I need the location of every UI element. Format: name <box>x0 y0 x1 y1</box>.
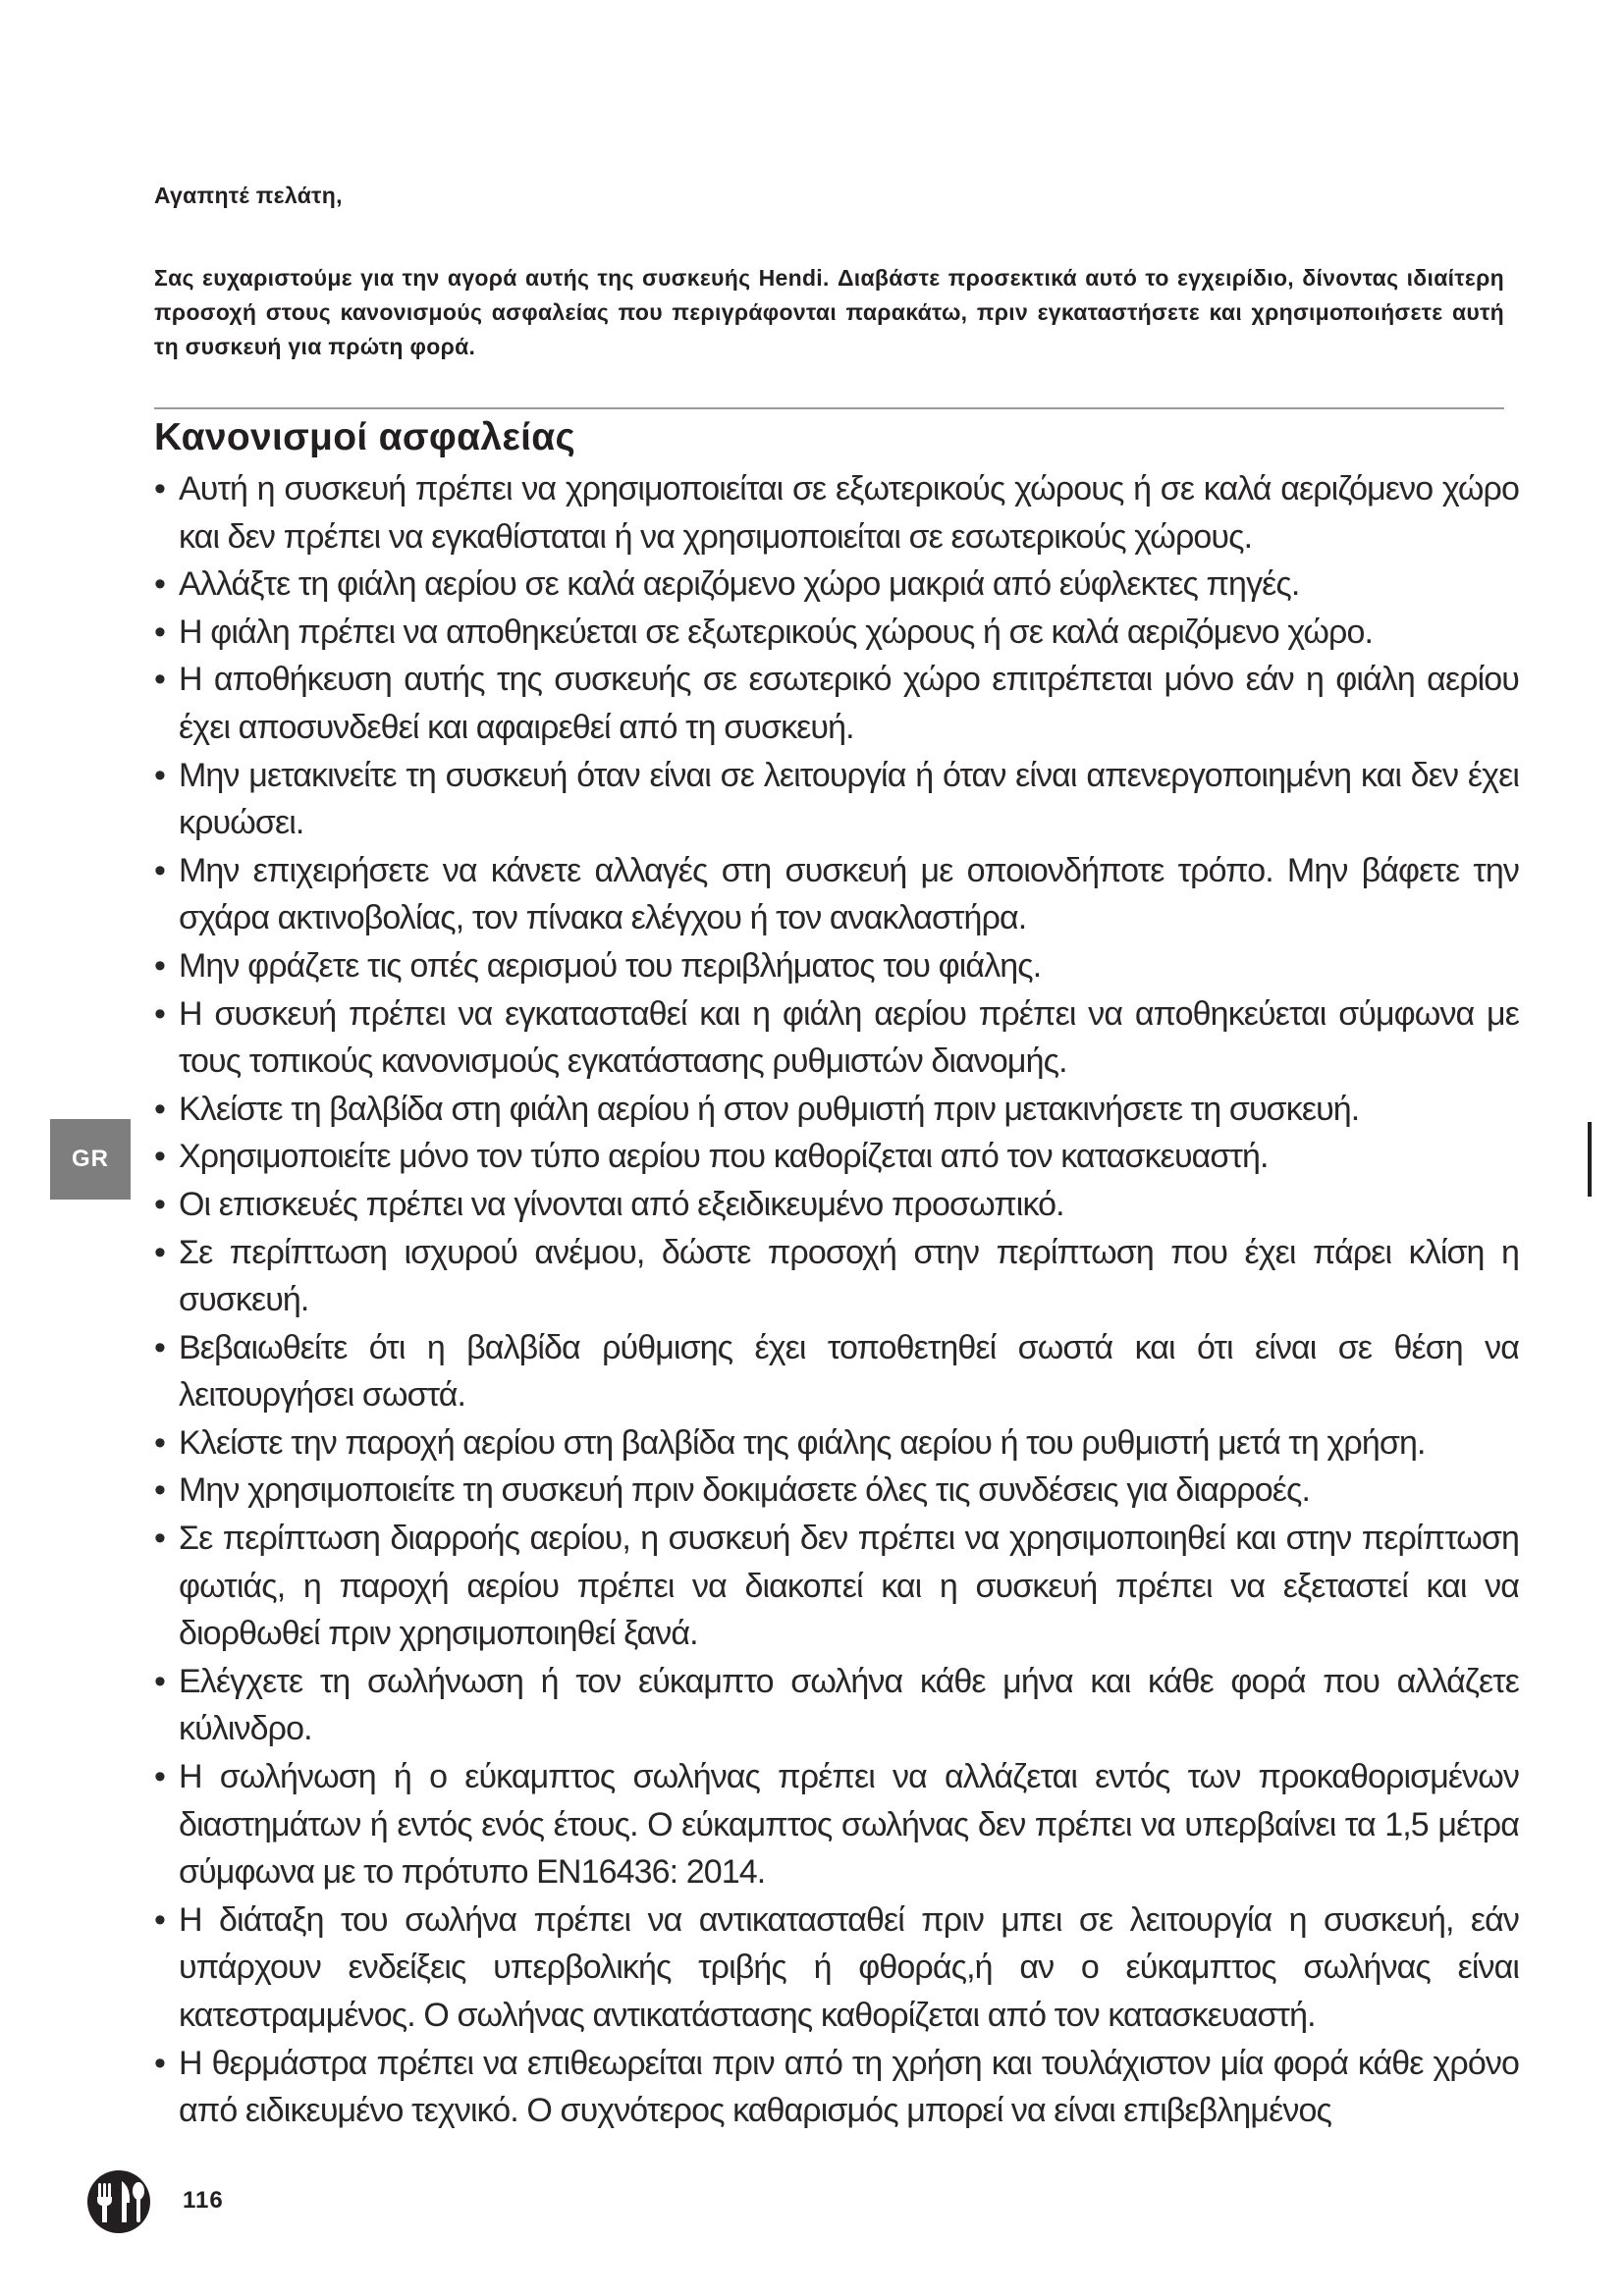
list-item <box>154 2040 1519 2135</box>
rule-text: Η διάταξη του σωλήνα πρέπει να αντικατασταθεί πριν μπει σε λειτουργία η συσκευή, εάν υπάρχουν ενδείξεις υπερβολικής τριβής ή φθοράς,ή αν ο εύκαμπτος σωλήνας είναι κατεστραμμένος. Ο σωλήνας αντικατάστασης καθορίζεται από τον κατασκευαστή. <box>179 1900 1519 2034</box>
list-item <box>154 1419 1519 1468</box>
list-item <box>154 561 1519 609</box>
bullet-icon: • <box>154 851 166 889</box>
section-heading: Κανονισμοί ασφαλείας <box>154 416 576 458</box>
bullet-icon: • <box>154 1233 166 1271</box>
list-item <box>154 847 1519 942</box>
list-item <box>154 1133 1519 1181</box>
rule-text: Μην φράζετε τις οπές αερισμού του περιβλήματος του φιάλης. <box>179 946 1042 985</box>
language-tab: GR <box>50 1119 131 1200</box>
rule-text: Αυτή η συσκευή πρέπει να χρησιμοποιείται σε εξωτερικούς χώρους ή σε καλά αεριζόμενο χώρο και δεν πρέπει να εγκαθίσταται ή να χρησιμοποιείται σε εσωτερικούς χώρους. <box>179 470 1519 556</box>
list-item <box>154 1181 1519 1229</box>
bullet-icon: • <box>154 1185 166 1223</box>
rule-text: Η θερμάστρα πρέπει να επιθεωρείται πριν από τη χρήση και τουλάχιστον μία φορά κάθε χρόνο από ειδικευμένο τεχνικό. Ο συχνότερος καθαρισμός μπορεί να είναι επιβεβλημένος <box>179 2044 1519 2130</box>
rule-text: Κλείστε την παροχή αερίου στη βαλβίδα της φιάλης αερίου ή του ρυθμιστή μετά τη χρήση. <box>179 1423 1426 1462</box>
rule-text: Αλλάξτε τη φιάλη αερίου σε καλά αεριζόμενο χώρο μακριά από εύφλεκτες πηγές. <box>179 565 1300 604</box>
list-item <box>154 990 1519 1086</box>
rule-text: Σε περίπτωση διαρροής αερίου, η συσκευή δεν πρέπει να χρησιμοποιηθεί και στην περίπτωση φωτιάς, η παροχή αερίου πρέπει να διακοπεί και η συσκευή πρέπει να εξεταστεί και να διορθωθεί πριν χρησιμοποιηθεί ξανά. <box>179 1520 1519 1653</box>
rule-text: Η συσκευή πρέπει να εγκατασταθεί και η φιάλη αερίου πρέπει να αποθηκεύεται σύμφωνα με τους τοπικούς κανονισμούς εγκατάστασης ρυθμιστών διανομής. <box>179 994 1519 1081</box>
bullet-icon: • <box>154 946 166 985</box>
list-item <box>154 609 1519 657</box>
bullet-icon: • <box>154 2044 166 2082</box>
rule-text: Χρησιμοποιείτε μόνο τον τύπο αερίου που καθορίζεται από τον κατασκευαστή. <box>179 1138 1269 1176</box>
list-item <box>154 656 1519 751</box>
bullet-icon: • <box>154 1900 166 1939</box>
rule-text: Οι επισκευές πρέπει να γίνονται από εξειδικευμένο προσωπικό. <box>179 1185 1064 1223</box>
bullet-icon: • <box>154 1090 166 1128</box>
rule-text: Μην μετακινείτε τη συσκευή όταν είναι σε λειτουργία ή όταν είναι απενεργοποιημένη και δεν έχει κρυώσει. <box>179 756 1519 842</box>
bullet-icon: • <box>154 613 166 651</box>
list-item <box>154 942 1519 990</box>
bullet-icon: • <box>154 661 166 699</box>
bullet-icon: • <box>154 1471 166 1510</box>
bullet-icon: • <box>154 1138 166 1176</box>
list-item <box>154 1515 1519 1658</box>
list-item <box>154 752 1519 847</box>
rule-text: Βεβαιωθείτε ότι η βαλβίδα ρύθμισης έχει τοποθετηθεί σωστά και ότι είναι σε θέση να λειτουργήσει σωστά. <box>179 1328 1519 1415</box>
cutlery-logo-icon <box>86 2169 151 2234</box>
list-item <box>154 1324 1519 1419</box>
list-item <box>154 1896 1519 2040</box>
greeting: Αγαπητέ πελάτη, <box>154 183 343 208</box>
bullet-icon: • <box>154 1328 166 1366</box>
rule-text: Σε περίπτωση ισχυρού ανέμου, δώστε προσοχή στην περίπτωση που έχει πάρει κλίση η συσκευή. <box>179 1233 1519 1319</box>
list-item <box>154 1753 1519 1896</box>
bullet-icon: • <box>154 756 166 794</box>
bullet-icon: • <box>154 1662 166 1700</box>
rule-text: Η φιάλη πρέπει να αποθηκεύεται σε εξωτερικούς χώρους ή σε καλά αεριζόμενο χώρο. <box>179 613 1374 651</box>
list-item <box>154 1229 1519 1324</box>
rule-text: Κλείστε τη βαλβίδα στη φιάλη αερίου ή στον ρυθμιστή πριν μετακινήσετε τη συσκευή. <box>179 1090 1360 1128</box>
bullet-icon: • <box>154 1758 166 1796</box>
page-number: 116 <box>183 2187 224 2214</box>
bullet-icon: • <box>154 994 166 1033</box>
bullet-icon: • <box>154 1423 166 1462</box>
safety-rules-list <box>154 465 1519 2135</box>
rule-text: Η αποθήκευση αυτής της συσκευής σε εσωτερικό χώρο επιτρέπεται μόνο εάν η φιάλη αερίου έχει αποσυνδεθεί και αφαιρεθεί από τη συσκευή. <box>179 661 1519 746</box>
divider <box>154 407 1504 409</box>
bullet-icon: • <box>154 470 166 507</box>
list-item <box>154 1658 1519 1753</box>
list-item <box>154 465 1519 561</box>
rule-text: Μην επιχειρήσετε να κάνετε αλλαγές στη συσκευή με οποιονδήποτε τρόπο. Μην βάφετε την σχάρα ακτινοβολίας, τον πίνακα ελέγχου ή τον ανακλαστήρα. <box>179 851 1519 937</box>
list-item <box>154 1086 1519 1134</box>
list-item <box>154 1467 1519 1515</box>
bullet-icon: • <box>154 1520 166 1558</box>
intro-paragraph: Σας ευχαριστούμε για την αγορά αυτής της συσκευής Hendi. Διαβάστε προσεκτικά αυτό το εγχειρίδιο, δίνοντας ιδιαίτερη προσοχή στους κανονισμούς ασφαλείας που περιγράφονται παρακάτω, πριν εγκαταστήσετε και χρησιμοποιήσετε αυτή τη συσκευή για πρώτη φορά. <box>154 265 1504 359</box>
rule-text: Ελέγχετε τη σωλήνωση ή τον εύκαμπτο σωλήνα κάθε μήνα και κάθε φορά που αλλάζετε κύλινδρο. <box>179 1662 1519 1748</box>
bullet-icon: • <box>154 565 166 604</box>
rule-text: Μην χρησιμοποιείτε τη συσκευή πριν δοκιμάσετε όλες τις συνδέσεις για διαρροές. <box>179 1471 1311 1510</box>
rule-text: Η σωλήνωση ή ο εύκαμπτος σωλήνας πρέπει να αλλάζεται εντός των προκαθορισμένων διαστημάτων ή εντός ενός έτους. Ο εύκαμπτος σωλήνας δεν πρέπει να υπερβαίνει τα 1,5 μέτρα σύμφωνα με το πρότυπο EN16436: 2014. <box>179 1758 1519 1892</box>
margin-marker <box>1588 1122 1592 1197</box>
